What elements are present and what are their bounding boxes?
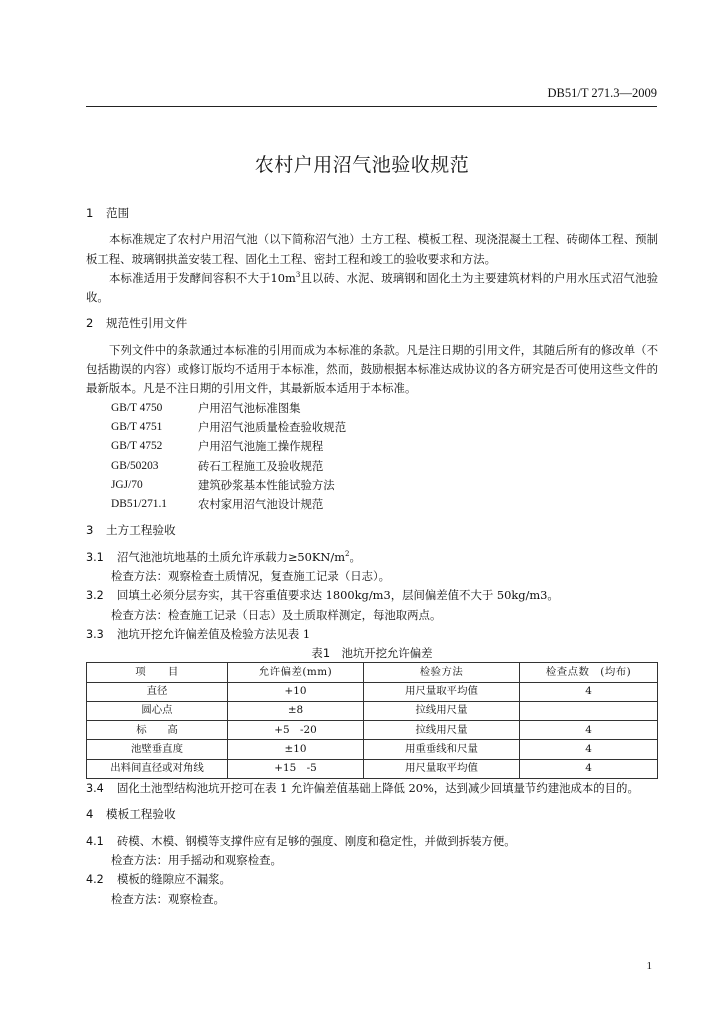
- section-number: 2: [86, 316, 94, 331]
- table-row: 直径 +10 用尺量取平均值 4: [87, 682, 658, 701]
- table-row: 池壁垂直度 ±10 用重垂线和尺量 4: [87, 740, 658, 759]
- clause-3-3: 3.3 池坑开挖允许偏差值及检验方法见表 1: [86, 626, 311, 641]
- check-method: 检查方法：观察检查。: [111, 891, 225, 906]
- reference-item: GB/T 4752 户用沼气池施工操作规程: [111, 439, 324, 454]
- section-number: 1: [86, 206, 94, 220]
- document-code: DB51/T 271.3—2009: [547, 86, 657, 100]
- section-title: 土方工程验收: [106, 523, 176, 538]
- table-row: 标 高 +5 -20 拉线用尺量 4: [87, 721, 658, 740]
- table-row: 圆心点 ±8 拉线用尺量: [87, 701, 658, 720]
- clause-4-1: 4.1 砖模、木模、钢模等支撑件应有足够的强度、刚度和稳定性，并做到拆装方便。: [86, 833, 516, 848]
- table-row: 出料间直径或对角线 +15 -5 用尺量取平均值 4: [87, 759, 658, 778]
- column-header: 检验方法: [364, 663, 520, 682]
- table-header-row: [87, 663, 658, 682]
- section-heading-2: [86, 314, 658, 333]
- clause-3-1: 3.1 沼气池池坑地基的土质允许承载力$\ge 50KN/m^2$。: [86, 549, 361, 564]
- check-method: 检查方法：检查施工记录（日志）及土质取样测定，每池取两点。: [111, 607, 442, 622]
- clause-3-4: 3.4 固化土池型结构池坑开挖可在表 1 允许偏差值基础上降低 20%，达到减少回填量节约建池成本的目的。: [86, 781, 639, 796]
- clause-3-2: 3.2 回填土必须分层夯实，其干容重值要求达 1800kg/m3，层间偏差值不大于 50kg/m3。: [86, 588, 559, 603]
- check-method: 检查方法：观察检查土质情况，复查施工记录（日志）。: [111, 569, 391, 584]
- clause-4-2: 4.2 模板的缝隙应不漏浆。: [86, 872, 231, 887]
- reference-item: GB/T 4751 户用沼气池质量检查验收规范: [111, 419, 347, 434]
- section-heading-1: [86, 204, 658, 223]
- reference-item: DB51/271.1 农村家用沼气池设计规范: [111, 497, 324, 512]
- page-title: 农村户用沼气池验收规范: [254, 154, 470, 176]
- reference-item: GB/T 4750 户用沼气池标准图集: [111, 400, 301, 415]
- section-title: 范围: [106, 206, 130, 220]
- section-heading-4: [86, 805, 658, 824]
- deviation-table: [86, 662, 658, 779]
- header-rule: [86, 106, 657, 107]
- section-title: 模板工程验收: [106, 807, 176, 822]
- paragraph: 下列文件中的条款通过本标准的引用而成为本标准的条款。凡是注日期的引用文件，其随后所有的修改单（不包括勘误的内容）或修订版均不适用于本标准，然而，鼓励根据本标准达成协议的各方研究是否可使用这些文件的最新版本。凡是不注日期的引用文件，其最新版本适用于本标准。: [86, 342, 658, 396]
- paragraph: 本标准适用于发酵间容积不大于$10m^3$且以砖、水泥、玻璃钢和固化土为主要建筑材料的户用水压式沼气池验收。: [86, 270, 658, 305]
- reference-item: JGJ/70 建筑砂浆基本性能试验方法: [111, 477, 335, 492]
- section-title: 规范性引用文件: [106, 316, 188, 331]
- section-heading-3: [86, 521, 658, 540]
- page-number: 1: [646, 960, 652, 972]
- document-body: [86, 204, 658, 909]
- column-header: 检查点数 (均布): [520, 663, 658, 682]
- section-number: 4: [86, 807, 94, 822]
- table-caption: 表1 池坑开挖允许偏差: [311, 646, 433, 661]
- column-header: 项 目: [87, 663, 228, 682]
- paragraph: 本标准规定了农村户用沼气池（以下简称沼气池）土方工程、模板工程、现浇混凝土工程、砖砌体工程、预制板工程、玻璃钢拱盖安装工程、固化土工程、密封工程和竣工的验收要求和方法。: [86, 232, 658, 266]
- section-number: 3: [86, 523, 94, 538]
- column-header: 允许偏差(mm): [228, 663, 364, 682]
- reference-item: GB/50203 砖石工程施工及验收规范: [111, 458, 324, 473]
- check-method: 检查方法：用手摇动和观察检查。: [111, 852, 282, 867]
